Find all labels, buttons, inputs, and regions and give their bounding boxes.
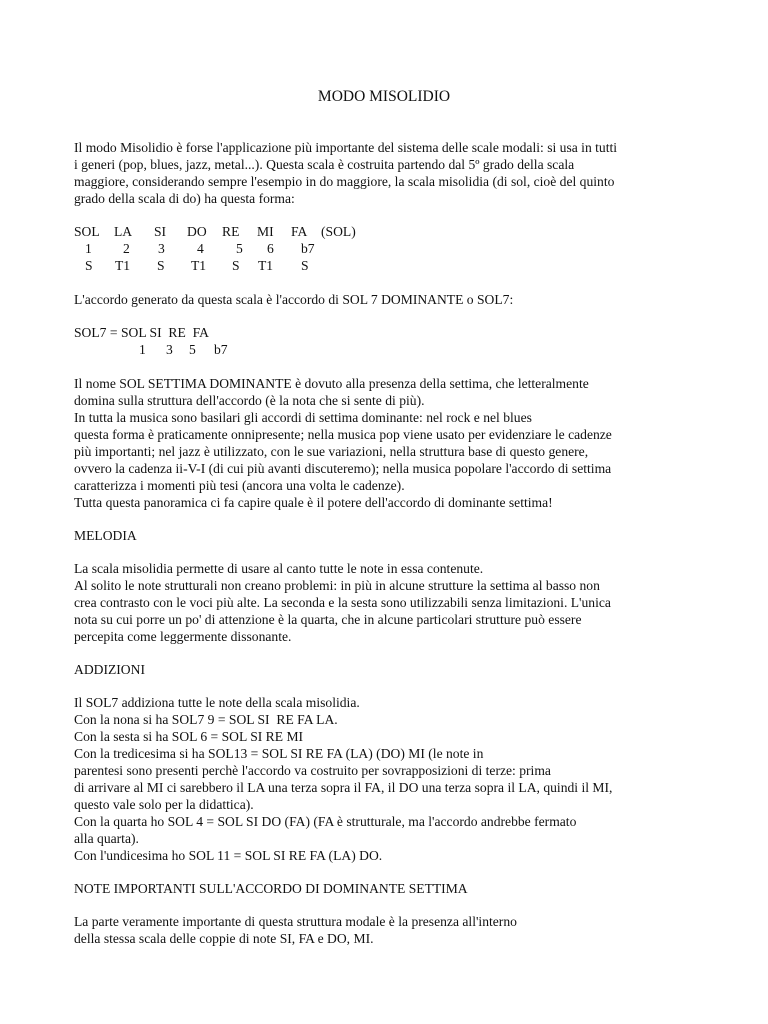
note-line: della stessa scala delle coppie di note SI, FA e DO, MI. [74,931,374,946]
dominant-line: In tutta la musica sono basilari gli accordi di settima dominante: nel rock e nel blues [74,410,532,425]
scale-step: S [232,258,240,273]
scale-note: DO [187,224,207,239]
scale-degree: 2 [123,241,130,256]
intro-line: grado della scala di do) ha questa forma: [74,191,295,206]
section-heading-melodia: MELODIA [74,528,137,543]
addizioni-line: questo vale solo per la didattica). [74,797,254,812]
scale-step: T1 [191,258,207,273]
dominant-line: questa forma è praticamente onnipresente; nella musica pop viene usato per evidenziare le cadenze [74,427,612,442]
melodia-line: La scala misolidia permette di usare al canto tutte le note in essa contenute. [74,561,484,576]
scale-degree: 3 [158,241,165,256]
scale-degree: b7 [301,241,315,256]
scale-note: SOL [74,224,100,239]
dominant-line: più importanti; nel jazz è utilizzato, con le sue variazioni, nella struttura base di questo genere, [74,444,589,459]
melodia-line: nota su cui porre un po' di attenzione è la quarta, che in alcune particolari strutture può essere [74,612,582,627]
dominant-line: domina sulla struttura dell'accordo (è la nota che si sente di più). [74,393,425,408]
addizioni-line: alla quarta). [74,831,139,846]
scale-note: SI [154,224,167,239]
intro-line: i generi (pop, blues, jazz, metal...). Questa scala è costruita partendo dal 5º grado della scala [74,157,575,172]
addizioni-line: di arrivare al MI ci sarebbero il LA una terza sopra il FA, il DO una terza sopra il LA, quindi il MI, [74,780,613,795]
scale-degree: 6 [267,241,274,256]
scale-degree: 1 [85,241,92,256]
scale-degree: 5 [236,241,243,256]
chord-intro: L'accordo generato da questa scala è l'accordo di SOL 7 DOMINANTE o SOL7: [74,292,514,307]
intro-line: maggiore, considerando sempre l'esempio in do maggiore, la scala misolidia (di sol, cioè del quinto [74,174,615,189]
melodia-line: crea contrasto con le voci più alte. La seconda e la sesta sono utilizzabili senza limitazioni. L'unica [74,595,611,610]
addizioni-line: Con la quarta ho SOL 4 = SOL SI DO (FA) (FA è strutturale, ma l'accordo andrebbe fermato [74,814,577,829]
dominant-line: ovvero la cadenza ii-V-I (di cui più avanti discuteremo); nella musica popolare l'accordo di settima [74,461,612,476]
scale-note: MI [257,224,274,239]
addizioni-line: Con la nona si ha SOL7 9 = SOL SI RE FA LA. [74,712,338,727]
section-heading-addizioni: ADDIZIONI [74,662,145,677]
scale-note: FA [291,224,308,239]
melodia-line: percepita come leggermente dissonante. [74,629,292,644]
scale-note: (SOL) [321,224,356,239]
dominant-line: caratterizza i momenti più tesi (ancora una volta le cadenze). [74,478,405,493]
chord-degree: 3 [166,342,173,357]
addizioni-line: Con la sesta si ha SOL 6 = SOL SI RE MI [74,729,304,744]
scale-degree: 4 [197,241,204,256]
scale-note: LA [114,224,133,239]
scale-step: T1 [115,258,131,273]
chord-degree: 1 [139,342,146,357]
note-line: La parte veramente importante di questa struttura modale è la presenza all'interno [74,914,517,929]
intro-line: Il modo Misolidio è forse l'applicazione più importante del sistema delle scale modali: si usa in tutti [74,140,618,155]
scale-note: RE [222,224,240,239]
scale-step: S [85,258,93,273]
dominant-line: Tutta questa panoramica ci fa capire quale è il potere dell'accordo di dominante settima! [74,495,553,510]
scale-step: T1 [258,258,274,273]
section-heading-note-importanti: NOTE IMPORTANTI SULL'ACCORDO DI DOMINANTE SETTIMA [74,881,468,896]
scale-step: S [157,258,165,273]
addizioni-line: Con la tredicesima si ha SOL13 = SOL SI RE FA (LA) (DO) MI (le note in [74,746,484,761]
addizioni-line: Con l'undicesima ho SOL 11 = SOL SI RE FA (LA) DO. [74,848,383,863]
chord-degree: b7 [214,342,228,357]
chord-formula: SOL7 = SOL SI RE FA [74,325,209,340]
dominant-line: Il nome SOL SETTIMA DOMINANTE è dovuto alla presenza della settima, che letteralmente [74,376,589,391]
addizioni-line: parentesi sono presenti perchè l'accordo va costruito per sovrapposizioni di terze: prima [74,763,551,778]
melodia-line: Al solito le note strutturali non creano problemi: in più in alcune strutture la settima al basso non [74,578,600,593]
page-title: MODO MISOLIDIO [317,88,451,105]
addizioni-line: Il SOL7 addiziona tutte le note della scala misolidia. [74,695,360,710]
chord-degree: 5 [189,342,196,357]
scale-step: S [301,258,309,273]
